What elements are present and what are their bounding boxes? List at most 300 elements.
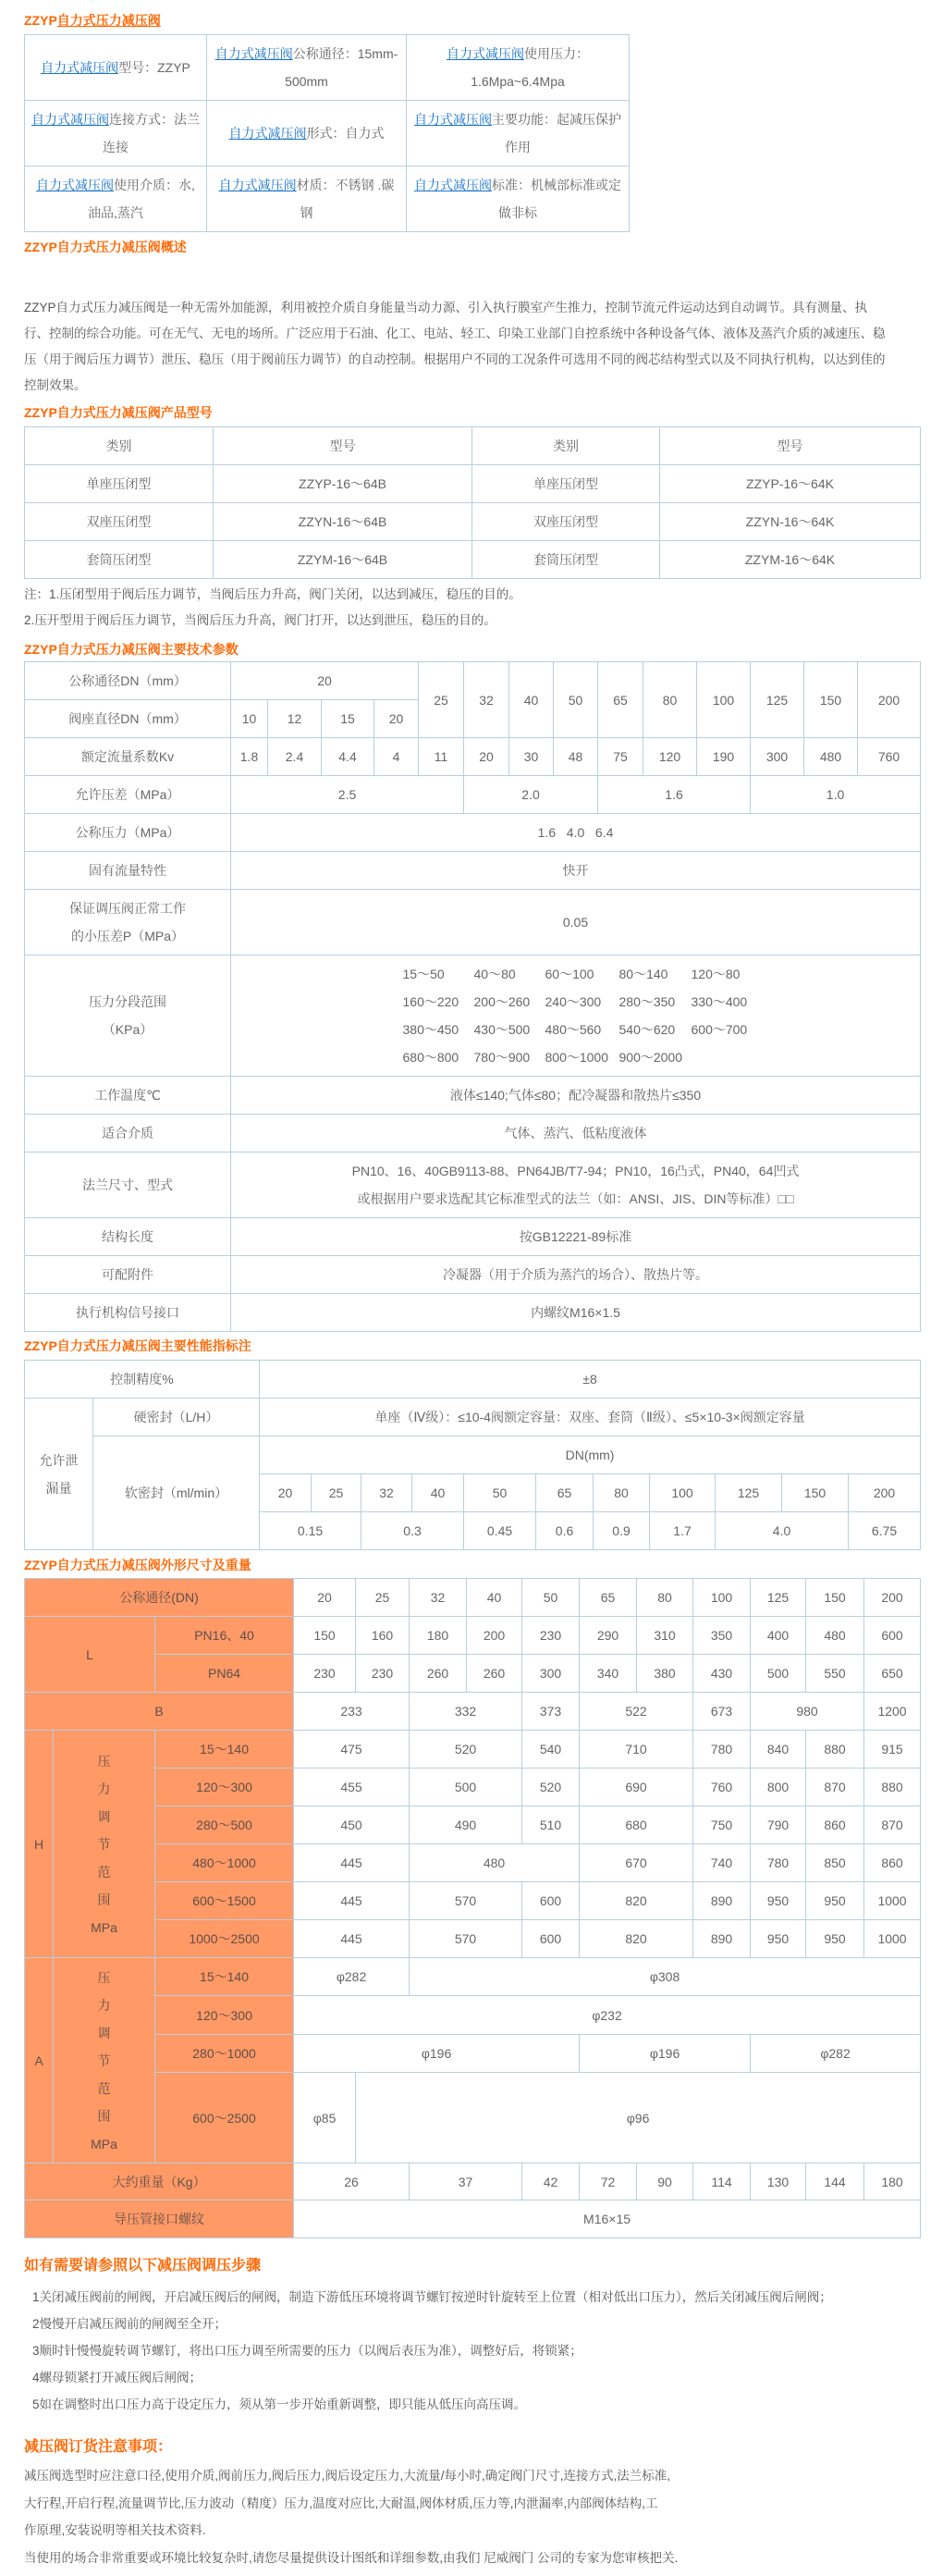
row-label: 控制精度% xyxy=(25,1361,260,1399)
table-cell: 950 xyxy=(751,1920,806,1958)
table-cell: 65 xyxy=(536,1474,594,1512)
row-label xyxy=(25,890,231,955)
table-cell: φ232 xyxy=(294,1996,921,2035)
table-cell: 233 xyxy=(294,1693,410,1731)
table-cell: 570 xyxy=(410,1920,522,1958)
intro-cell-connection xyxy=(25,101,207,166)
table-cell: 20 xyxy=(464,738,509,776)
table-cell: 72 xyxy=(580,2163,637,2200)
table-cell: 100 xyxy=(693,1579,751,1617)
table-cell: 双座压闭型 xyxy=(472,503,660,541)
intro-spec-table xyxy=(24,34,630,232)
range-label: 600～2500 xyxy=(155,2073,294,2163)
table-cell: 710 xyxy=(580,1731,693,1769)
table-cell: 26 xyxy=(294,2163,410,2200)
table-cell: 300 xyxy=(751,738,804,776)
models-notes xyxy=(24,582,925,634)
range-label: 120～300 xyxy=(155,1769,294,1806)
step-item: 3顺时针慢慢旋转调节螺钉，将出口压力调至所需要的压力（以阀后表压为准），调整好后，将锁紧； xyxy=(32,2344,582,2358)
table-cell: 445 xyxy=(294,1844,410,1882)
intro-cell-text: 使用压力：1.6Mpa~6.4Mpa xyxy=(471,46,589,89)
product-link[interactable]: 自力式减压阀 xyxy=(228,126,307,141)
dim-row-a xyxy=(25,2073,921,2163)
table-cell: 75 xyxy=(598,738,643,776)
table-cell: 80 xyxy=(643,662,697,738)
table-cell xyxy=(231,955,921,1077)
label-char: 压 xyxy=(97,1969,111,1985)
table-cell: 65 xyxy=(598,662,643,738)
table-cell: 快开 xyxy=(231,852,921,890)
dim-row-dn xyxy=(25,1579,921,1617)
intro-cell-standard xyxy=(407,166,630,232)
table-cell: 260 xyxy=(410,1655,467,1693)
table-cell: 1.8 xyxy=(231,738,268,776)
table-cell: 870 xyxy=(806,1769,864,1806)
intro-cell-text: 使用介质：水,油品,蒸汽 xyxy=(88,178,195,220)
table-cell: 200 xyxy=(467,1617,522,1655)
range-label: 15～140 xyxy=(155,1731,294,1769)
label-char: 力 xyxy=(97,1997,111,2013)
page-title xyxy=(24,11,161,30)
label-char: 节 xyxy=(97,1836,111,1852)
range-value: 480～560 xyxy=(545,1022,602,1037)
dim-row-thread xyxy=(25,2200,921,2238)
table-cell: 25 xyxy=(356,1579,410,1617)
intro-row xyxy=(25,101,630,166)
table-cell: 4.0 xyxy=(716,1512,849,1550)
row-label: 法兰尺寸、型式 xyxy=(25,1152,231,1218)
table-cell: 520 xyxy=(522,1769,580,1806)
table-cell: 42 xyxy=(522,2163,580,2200)
row-label: 公称压力（MPa） xyxy=(25,814,231,852)
table-cell: M16×15 xyxy=(294,2200,921,2238)
row-label: 阀座直径DN（mm） xyxy=(25,700,231,738)
label-char: 范 xyxy=(97,1864,111,1880)
table-cell: 870 xyxy=(864,1806,921,1844)
adjustment-heading: 如有需要请参照以下减压阀调压步骤 xyxy=(24,2258,262,2274)
table-cell: 300 xyxy=(522,1655,580,1693)
spec-row-temperature xyxy=(25,1077,921,1115)
spec-row-actuator-port xyxy=(25,1294,921,1332)
table-cell: 0.9 xyxy=(594,1512,650,1550)
table-cell: 80 xyxy=(594,1474,650,1512)
range-value: 330～400 xyxy=(691,994,748,1009)
table-cell: 20 xyxy=(374,700,419,738)
label-char: 围 xyxy=(97,1892,111,1907)
row-label xyxy=(25,955,231,1077)
table-cell: 160 xyxy=(356,1617,410,1655)
table-cell: 内螺纹M16×1.5 xyxy=(231,1294,921,1332)
table-cell: 670 xyxy=(580,1844,693,1882)
table-cell: 450 xyxy=(294,1806,410,1844)
label-char: 力 xyxy=(97,1781,111,1796)
table-cell: 4 xyxy=(374,738,419,776)
table-cell: 30 xyxy=(509,738,554,776)
table-cell: 50 xyxy=(554,662,598,738)
range-value: 540～620 xyxy=(618,1022,676,1037)
dim-row-l-pn16 xyxy=(25,1617,921,1655)
table-cell: φ85 xyxy=(294,2073,356,2163)
table-cell: 0.6 xyxy=(536,1512,594,1550)
step-item: 4螺母锁紧打开减压阀后闸阀； xyxy=(32,2371,202,2385)
overview-paragraph xyxy=(24,295,925,399)
table-cell: 20 xyxy=(260,1474,312,1512)
ordering-line: 减压阀选型时应注意口径,使用介质,阀前压力,阀后压力,阀后设定压力,大流量/每小时,确定阀门尺寸,连接方式,法兰标准, xyxy=(24,2469,671,2483)
spec-row-kv xyxy=(25,738,921,776)
table-cell: 880 xyxy=(806,1731,864,1769)
step-item: 1关闭减压阀前的闸阀，开启减压阀后的闸阀，制造下游低压环境将调节螺钉按逆时针旋转至上位置（相对低出口压力），然后关闭减压阀后闸阀； xyxy=(32,2290,832,2304)
table-cell: ZZYP-16～64B xyxy=(214,465,472,503)
column-header: 类别 xyxy=(472,427,660,465)
note-line: 2.压开型用于阀后压力调节，当阀后压力升高，阀门打开，以达到泄压，稳压的目的。 xyxy=(24,613,496,627)
row-label: 公称通径(DN) xyxy=(25,1579,294,1617)
product-link[interactable]: 自力式减压阀 xyxy=(218,178,297,192)
overview-heading: ZZYP自力式压力减压阀概述 xyxy=(24,240,187,254)
label-char: 围 xyxy=(97,2108,111,2124)
table-cell: 12 xyxy=(268,700,322,738)
table-cell: φ308 xyxy=(410,1958,921,1996)
table-cell: 190 xyxy=(697,738,751,776)
table-cell: 790 xyxy=(751,1806,806,1844)
spec-row-min-dp xyxy=(25,890,921,955)
table-cell: 780 xyxy=(693,1731,751,1769)
table-cell: φ196 xyxy=(294,2035,580,2073)
label-char: 调 xyxy=(97,2025,111,2040)
table-cell: 4.4 xyxy=(322,738,374,776)
table-cell: DN(mm) xyxy=(260,1436,921,1474)
table-cell: ZZYM-16～64B xyxy=(214,541,472,579)
product-link[interactable]: 自力式减压阀 xyxy=(214,46,293,61)
ordering-line: 当使用的场合非常重要或环境比较复杂时,请您尽量提供设计图纸和详细参数,由我们 尼威阀门 公司的专家为您审核把关. xyxy=(24,2550,679,2565)
table-cell: 1.0 xyxy=(751,776,921,814)
table-row xyxy=(25,503,921,541)
row-label: 硬密封（L/H） xyxy=(93,1399,260,1436)
table-cell: 50 xyxy=(522,1579,580,1617)
table-cell: 11 xyxy=(419,738,464,776)
title-product-link[interactable]: 自力式压力减压阀 xyxy=(56,13,161,28)
dim-row-l-pn64 xyxy=(25,1655,921,1693)
row-label xyxy=(25,1399,93,1550)
column-header: 类别 xyxy=(25,427,214,465)
paragraph-line: 压（用于阀后压力调节）泄压、稳压（用于阀前压力调节）的自动控制。根据用户不同的工况条件可选用不同的阀芯结构型式以及不同执行机构，以达到佳的 xyxy=(24,352,886,366)
table-cell: 150 xyxy=(782,1474,849,1512)
range-label: 480～1000 xyxy=(155,1844,294,1882)
table-cell: 130 xyxy=(751,2163,806,2200)
table-cell: 480 xyxy=(804,738,858,776)
table-cell: 37 xyxy=(410,2163,522,2200)
table-cell: 600 xyxy=(522,1920,580,1958)
product-link[interactable]: 自力式减压阀 xyxy=(31,112,109,127)
table-cell: 1200 xyxy=(864,1693,921,1731)
table-cell: 40 xyxy=(467,1579,522,1617)
table-cell: 570 xyxy=(410,1882,522,1920)
table-cell: 0.05 xyxy=(231,890,921,955)
spec-row-flow-char xyxy=(25,852,921,890)
vertical-range-label xyxy=(54,1731,155,1958)
table-cell: 480 xyxy=(806,1617,864,1655)
intro-cell-pressure xyxy=(407,35,630,101)
table-cell: 780 xyxy=(751,1844,806,1882)
ordering-line: 作原理,安装说明等相关技术资料. xyxy=(24,2523,206,2537)
table-cell: 2.0 xyxy=(464,776,598,814)
table-cell: 100 xyxy=(697,662,751,738)
table-cell: 840 xyxy=(751,1731,806,1769)
table-cell: ±8 xyxy=(260,1361,921,1399)
range-value: 60～100 xyxy=(545,967,594,981)
table-cell: 6.75 xyxy=(849,1512,921,1550)
table-cell: ZZYP-16～64K xyxy=(660,465,921,503)
title-prefix: ZZYP xyxy=(24,13,57,28)
row-label: 执行机构信号接口 xyxy=(25,1294,231,1332)
table-cell: 480 xyxy=(410,1844,580,1882)
product-link[interactable]: 自力式减压阀 xyxy=(41,60,119,75)
column-header: 型号 xyxy=(214,427,472,465)
table-cell: 2.4 xyxy=(268,738,322,776)
intro-cell-text: 标准：机械部标准或定做非标 xyxy=(492,178,621,220)
dim-row-h xyxy=(25,1731,921,1769)
note-line: 注：1.压闭型用于阀后压力调节，当阀后压力升高，阀门关闭，以达到减压，稳压的目的。 xyxy=(24,587,521,601)
range-value: 280～350 xyxy=(618,994,676,1009)
table-cell: 230 xyxy=(294,1655,356,1693)
intro-cell-text: 材质：不锈钢 .碳钢 xyxy=(296,178,395,220)
table-cell: 气体、蒸汽、低粘度液体 xyxy=(231,1115,921,1152)
table-cell: ZZYN-16～64B xyxy=(214,503,472,541)
paragraph-line: 控制效果。 xyxy=(24,378,87,392)
table-cell: 套筒压闭型 xyxy=(472,541,660,579)
table-cell: 500 xyxy=(410,1769,522,1806)
label-char: MPa xyxy=(91,2136,117,2151)
table-cell: 650 xyxy=(864,1655,921,1693)
table-cell: 380 xyxy=(637,1655,693,1693)
table-cell: 860 xyxy=(864,1844,921,1882)
row-label: 允许压差（MPa） xyxy=(25,776,231,814)
row-sublabel: PN64 xyxy=(155,1655,294,1693)
table-cell: 32 xyxy=(410,1579,467,1617)
table-cell: 125 xyxy=(751,662,804,738)
product-link[interactable]: 自力式减压阀 xyxy=(414,178,492,192)
table-cell: 15 xyxy=(322,700,374,738)
ordering-heading: 减压阀订货注意事项： xyxy=(24,2439,173,2455)
table-header-row xyxy=(25,427,921,465)
row-label: 固有流量特性 xyxy=(25,852,231,890)
product-link[interactable]: 自力式减压阀 xyxy=(414,112,492,127)
row-label: 工作温度℃ xyxy=(25,1077,231,1115)
table-cell: 2.5 xyxy=(231,776,464,814)
table-cell: φ196 xyxy=(580,2035,751,2073)
flange-line: PN10、16、40GB9113-88、PN64JB/T7-94；PN10，16凸式，PN40，64凹式 xyxy=(351,1164,800,1178)
spec-row-flange xyxy=(25,1152,921,1218)
dim-row-a xyxy=(25,1958,921,1996)
range-value: 80～140 xyxy=(618,967,668,981)
table-cell: 230 xyxy=(522,1617,580,1655)
table-cell: 100 xyxy=(650,1474,716,1512)
table-cell: 20 xyxy=(231,662,419,700)
label-char: 节 xyxy=(97,2052,111,2068)
table-cell: 单座（Ⅳ级）：≤10-4阀额定容量：双座、套筒（Ⅱ级）、≤5×10-3×阀额定容量 xyxy=(260,1399,921,1436)
row-label: 软密封（ml/min） xyxy=(93,1436,260,1550)
dim-row-weight xyxy=(25,2163,921,2200)
table-cell: 10 xyxy=(231,700,268,738)
table-cell: 760 xyxy=(858,738,921,776)
table-cell: 1000 xyxy=(864,1920,921,1958)
table-cell: 230 xyxy=(356,1655,410,1693)
range-value: 160～220 xyxy=(402,994,459,1009)
table-cell: 50 xyxy=(464,1474,536,1512)
table-cell: 490 xyxy=(410,1806,522,1844)
intro-cell-form xyxy=(207,101,407,166)
table-cell: 200 xyxy=(864,1579,921,1617)
table-cell: 880 xyxy=(864,1769,921,1806)
table-cell: 65 xyxy=(580,1579,637,1617)
spec-row-allowed-dp xyxy=(25,776,921,814)
dim-row-h xyxy=(25,1844,921,1882)
row-label: H xyxy=(25,1731,54,1958)
table-cell: 1.6 xyxy=(598,776,751,814)
table-cell: 445 xyxy=(294,1882,410,1920)
table-cell: 522 xyxy=(580,1693,693,1731)
table-cell: 冷凝器（用于介质为蒸汽的场合）、散热片等。 xyxy=(231,1256,921,1294)
product-link[interactable]: 自力式减压阀 xyxy=(36,178,115,192)
table-cell: 双座压闭型 xyxy=(25,503,214,541)
table-cell: 25 xyxy=(312,1474,361,1512)
table-cell: 0.45 xyxy=(464,1512,536,1550)
table-cell: 0.3 xyxy=(361,1512,464,1550)
range-label: 120～300 xyxy=(155,1996,294,2035)
step-item: 5如在调整时出口压力高于设定压力，须从第一步开始重新调整，即只能从低压向高压调。 xyxy=(32,2397,527,2411)
range-value: 200～260 xyxy=(473,994,531,1009)
table-cell: 125 xyxy=(716,1474,782,1512)
table-cell: φ282 xyxy=(294,1958,410,1996)
row-label: B xyxy=(25,1693,294,1731)
table-cell: 单座压闭型 xyxy=(472,465,660,503)
table-cell: 0.15 xyxy=(260,1512,361,1550)
intro-row xyxy=(25,166,630,232)
dimensions-heading: ZZYP自力式压力减压阀外形尺寸及重量 xyxy=(24,1558,251,1572)
range-value: 240～300 xyxy=(545,994,602,1009)
table-cell: 150 xyxy=(806,1579,864,1617)
ordering-notes xyxy=(24,2462,912,2571)
table-cell: 673 xyxy=(693,1693,751,1731)
row-label: 大约重量（Kg） xyxy=(25,2163,294,2200)
pressure-range-grid xyxy=(403,960,749,1071)
row-label: 额定流量系数Kv xyxy=(25,738,231,776)
step-item: 2慢慢开启减压阀前的闸阀至全开； xyxy=(32,2317,227,2331)
specs-table xyxy=(24,661,921,1332)
table-cell: 680 xyxy=(580,1806,693,1844)
range-label: 280～500 xyxy=(155,1806,294,1844)
table-cell: 510 xyxy=(522,1806,580,1844)
table-cell: 820 xyxy=(580,1882,693,1920)
table-cell: 150 xyxy=(804,662,858,738)
row-label: 公称通径DN（mm） xyxy=(25,662,231,700)
table-cell: 475 xyxy=(294,1731,410,1769)
paragraph-line: 行、控制的综合功能。可在无气、无电的场所。广泛应用于石油、化工、电站、轻工、印染工业部门自控系统中各种设备气体、液体及蒸汽介质的减速压、稳 xyxy=(24,327,886,340)
table-cell: 114 xyxy=(693,2163,751,2200)
table-cell: 单座压闭型 xyxy=(25,465,214,503)
dimensions-table xyxy=(24,1578,921,2238)
row-label: 可配附件 xyxy=(25,1256,231,1294)
dim-row-h xyxy=(25,1769,921,1806)
table-cell: 332 xyxy=(410,1693,522,1731)
table-cell: 915 xyxy=(864,1731,921,1769)
table-cell: 373 xyxy=(522,1693,580,1731)
intro-cell-model xyxy=(25,35,207,101)
intro-cell-text: 主要功能：起减压保护作用 xyxy=(492,112,621,154)
perf-row-soft-seal-header xyxy=(25,1436,921,1474)
range-value: 380～450 xyxy=(402,1022,459,1037)
vertical-range-label xyxy=(54,1958,155,2163)
dim-row-h xyxy=(25,1882,921,1920)
product-link[interactable]: 自力式减压阀 xyxy=(447,46,524,61)
label-char: 压 xyxy=(97,1753,111,1769)
table-cell: 120 xyxy=(643,738,697,776)
intro-cell-text: 公称通径：15mm-500mm xyxy=(285,46,398,89)
dim-row-h xyxy=(25,1806,921,1844)
range-label: 15～140 xyxy=(155,1958,294,1996)
row-label-line: 的小压差P（MPa） xyxy=(70,929,185,943)
range-value: 40～80 xyxy=(473,967,516,981)
performance-heading: ZZYP自力式压力减压阀主要性能指标注 xyxy=(24,1338,251,1353)
table-cell: 980 xyxy=(751,1693,864,1731)
paragraph-line: ZZYP自力式压力减压阀是一种无需外加能源，利用被控介质自身能量当动力源、引入执行膜室产生推力，控制节流元件运动达到自动调节。具有测量、执 xyxy=(24,301,867,314)
range-label: 280～1000 xyxy=(155,2035,294,2073)
table-cell: 20 xyxy=(294,1579,356,1617)
table-cell: 90 xyxy=(637,2163,693,2200)
row-label: A xyxy=(25,1958,54,2163)
row-label: 结构长度 xyxy=(25,1218,231,1256)
table-cell: 180 xyxy=(410,1617,467,1655)
table-cell: 48 xyxy=(554,738,598,776)
spec-row-medium xyxy=(25,1115,921,1152)
table-cell: ZZYN-16～64K xyxy=(660,503,921,541)
table-cell xyxy=(231,1152,921,1218)
performance-table xyxy=(24,1360,921,1550)
intro-cell-text: 连接方式：法兰连接 xyxy=(103,112,200,154)
table-cell: 350 xyxy=(693,1617,751,1655)
table-row xyxy=(25,465,921,503)
table-cell: 760 xyxy=(693,1769,751,1806)
table-cell: 125 xyxy=(751,1579,806,1617)
adjustment-steps xyxy=(24,2284,920,2418)
spec-row-accessories xyxy=(25,1256,921,1294)
table-cell: 40 xyxy=(412,1474,464,1512)
table-cell: 310 xyxy=(637,1617,693,1655)
label-char: MPa xyxy=(91,1919,117,1935)
specs-heading: ZZYP自力式压力减压阀主要技术参数 xyxy=(24,642,239,657)
range-value: 600～700 xyxy=(691,1022,748,1037)
table-cell: 套筒压闭型 xyxy=(25,541,214,579)
range-value: 15～50 xyxy=(402,967,445,981)
table-cell: φ282 xyxy=(751,2035,921,2073)
row-label-line: （KPa） xyxy=(102,1022,153,1037)
row-label: 导压管接口螺纹 xyxy=(25,2200,294,2238)
column-header: 型号 xyxy=(660,427,921,465)
table-cell: 430 xyxy=(693,1655,751,1693)
spec-row-nominal-dn xyxy=(25,662,921,700)
table-cell: 180 xyxy=(864,2163,921,2200)
spec-row-pressure-ranges xyxy=(25,955,921,1077)
intro-cell-material xyxy=(207,166,407,232)
range-value: 430～500 xyxy=(473,1022,531,1037)
table-cell: 540 xyxy=(522,1731,580,1769)
intro-cell-medium xyxy=(25,166,207,232)
perf-row-hard-seal xyxy=(25,1399,921,1436)
range-value: 780～900 xyxy=(473,1050,531,1065)
table-cell: 800 xyxy=(751,1769,806,1806)
table-cell: 200 xyxy=(849,1474,921,1512)
table-cell: ZZYM-16～64K xyxy=(660,541,921,579)
table-cell: 1.6 4.0 6.4 xyxy=(231,814,921,852)
